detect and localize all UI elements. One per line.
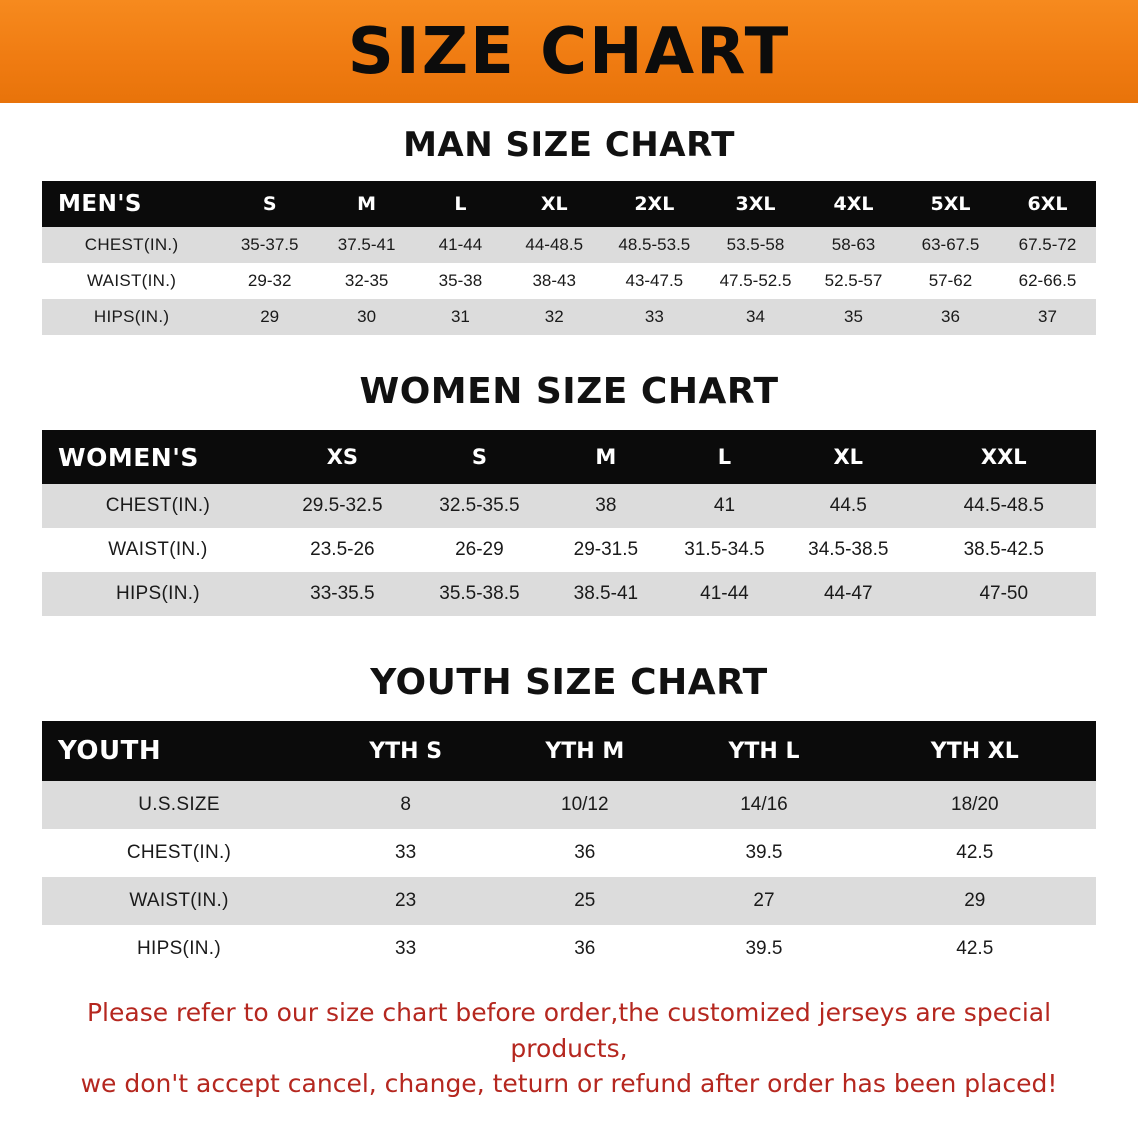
women-col-2: M xyxy=(548,430,664,484)
men-table-body xyxy=(42,227,1096,335)
youth-cell-3-0: 33 xyxy=(316,925,495,973)
men-row-label-2: HIPS(IN.) xyxy=(42,299,221,335)
table-row xyxy=(42,528,1096,572)
men-row-label-1: WAIST(IN.) xyxy=(42,263,221,299)
men-cell-0-6: 58-63 xyxy=(805,227,902,263)
note-line-1: Please refer to our size chart before order,the customized jerseys are special products, xyxy=(86,998,1052,1063)
youth-cell-2-3: 29 xyxy=(854,877,1096,925)
men-row-header: MEN'S xyxy=(42,181,221,227)
men-cell-0-0: 35-37.5 xyxy=(221,227,318,263)
men-cell-0-5: 53.5-58 xyxy=(706,227,805,263)
note-line-2: we don't accept cancel, change, teturn or refund after order has been placed! xyxy=(80,1069,1058,1098)
women-cell-2-5: 47-50 xyxy=(912,572,1096,616)
men-cell-2-4: 33 xyxy=(603,299,706,335)
youth-col-2: YTH L xyxy=(674,721,853,781)
size-chart-banner xyxy=(0,0,1138,103)
table-row xyxy=(42,877,1096,925)
women-cell-0-5: 44.5-48.5 xyxy=(912,484,1096,528)
women-col-1: S xyxy=(411,430,548,484)
table-header-row xyxy=(42,721,1096,781)
youth-cell-3-1: 36 xyxy=(495,925,674,973)
women-cell-2-3: 41-44 xyxy=(664,572,785,616)
men-cell-2-7: 36 xyxy=(902,299,999,335)
table-row xyxy=(42,484,1096,528)
men-cell-0-1: 37.5-41 xyxy=(318,227,415,263)
youth-cell-1-0: 33 xyxy=(316,829,495,877)
women-cell-1-0: 23.5-26 xyxy=(274,528,411,572)
women-row-header: WOMEN'S xyxy=(42,430,274,484)
youth-cell-0-2: 14/16 xyxy=(674,781,853,829)
women-cell-0-0: 29.5-32.5 xyxy=(274,484,411,528)
men-cell-2-8: 37 xyxy=(999,299,1096,335)
women-cell-2-4: 44-47 xyxy=(785,572,911,616)
youth-table-wrapper xyxy=(42,721,1096,973)
women-cell-2-1: 35.5-38.5 xyxy=(411,572,548,616)
men-col-1: M xyxy=(318,181,415,227)
youth-cell-3-3: 42.5 xyxy=(854,925,1096,973)
youth-cell-2-0: 23 xyxy=(316,877,495,925)
youth-table-head xyxy=(42,721,1096,781)
youth-row-label-2: WAIST(IN.) xyxy=(42,877,316,925)
men-cell-1-1: 32-35 xyxy=(318,263,415,299)
youth-cell-0-1: 10/12 xyxy=(495,781,674,829)
women-col-3: L xyxy=(664,430,785,484)
women-col-4: XL xyxy=(785,430,911,484)
men-cell-1-0: 29-32 xyxy=(221,263,318,299)
men-cell-0-3: 44-48.5 xyxy=(506,227,603,263)
youth-cell-0-0: 8 xyxy=(316,781,495,829)
youth-cell-0-3: 18/20 xyxy=(854,781,1096,829)
men-cell-2-6: 35 xyxy=(805,299,902,335)
men-col-7: 5XL xyxy=(902,181,999,227)
men-cell-0-2: 41-44 xyxy=(415,227,506,263)
order-policy-note xyxy=(36,995,1102,1102)
women-cell-1-1: 26-29 xyxy=(411,528,548,572)
youth-table-body xyxy=(42,781,1096,973)
women-section-heading: WOMEN SIZE CHART xyxy=(359,371,779,412)
women-cell-1-2: 29-31.5 xyxy=(548,528,664,572)
youth-cell-1-3: 42.5 xyxy=(854,829,1096,877)
women-cell-0-2: 38 xyxy=(548,484,664,528)
men-cell-0-7: 63-67.5 xyxy=(902,227,999,263)
women-cell-1-3: 31.5-34.5 xyxy=(664,528,785,572)
men-cell-1-8: 62-66.5 xyxy=(999,263,1096,299)
men-col-4: 2XL xyxy=(603,181,706,227)
women-cell-1-5: 38.5-42.5 xyxy=(912,528,1096,572)
youth-col-0: YTH S xyxy=(316,721,495,781)
men-cell-2-2: 31 xyxy=(415,299,506,335)
men-cell-0-8: 67.5-72 xyxy=(999,227,1096,263)
men-col-2: L xyxy=(415,181,506,227)
table-row xyxy=(42,299,1096,335)
table-row xyxy=(42,263,1096,299)
men-cell-1-6: 52.5-57 xyxy=(805,263,902,299)
youth-row-header: YOUTH xyxy=(42,721,316,781)
men-table-head xyxy=(42,181,1096,227)
youth-col-3: YTH XL xyxy=(854,721,1096,781)
table-row xyxy=(42,925,1096,973)
men-cell-2-0: 29 xyxy=(221,299,318,335)
youth-row-label-0: U.S.SIZE xyxy=(42,781,316,829)
table-header-row xyxy=(42,430,1096,484)
men-cell-1-2: 35-38 xyxy=(415,263,506,299)
youth-size-table xyxy=(42,721,1096,973)
women-cell-0-3: 41 xyxy=(664,484,785,528)
youth-col-1: YTH M xyxy=(495,721,674,781)
men-cell-2-5: 34 xyxy=(706,299,805,335)
man-section-heading: MAN SIZE CHART xyxy=(403,125,735,165)
table-row xyxy=(42,572,1096,616)
women-table-wrapper xyxy=(42,430,1096,616)
women-cell-2-2: 38.5-41 xyxy=(548,572,664,616)
women-cell-2-0: 33-35.5 xyxy=(274,572,411,616)
women-col-0: XS xyxy=(274,430,411,484)
men-col-0: S xyxy=(221,181,318,227)
women-row-label-2: HIPS(IN.) xyxy=(42,572,274,616)
women-cell-0-1: 32.5-35.5 xyxy=(411,484,548,528)
men-cell-2-3: 32 xyxy=(506,299,603,335)
table-row xyxy=(42,781,1096,829)
men-cell-1-5: 47.5-52.5 xyxy=(706,263,805,299)
youth-cell-3-2: 39.5 xyxy=(674,925,853,973)
table-row xyxy=(42,829,1096,877)
youth-cell-2-2: 27 xyxy=(674,877,853,925)
youth-cell-1-1: 36 xyxy=(495,829,674,877)
men-size-table xyxy=(42,181,1096,335)
banner-title: SIZE CHART xyxy=(347,14,791,89)
men-cell-1-4: 43-47.5 xyxy=(603,263,706,299)
men-col-6: 4XL xyxy=(805,181,902,227)
youth-row-label-3: HIPS(IN.) xyxy=(42,925,316,973)
women-row-label-0: CHEST(IN.) xyxy=(42,484,274,528)
men-col-8: 6XL xyxy=(999,181,1096,227)
women-cell-1-4: 34.5-38.5 xyxy=(785,528,911,572)
table-header-row xyxy=(42,181,1096,227)
women-table-head xyxy=(42,430,1096,484)
men-cell-1-3: 38-43 xyxy=(506,263,603,299)
women-row-label-1: WAIST(IN.) xyxy=(42,528,274,572)
youth-section-heading: YOUTH SIZE CHART xyxy=(370,662,768,703)
men-cell-1-7: 57-62 xyxy=(902,263,999,299)
table-row xyxy=(42,227,1096,263)
women-table-body xyxy=(42,484,1096,616)
women-col-5: XXL xyxy=(912,430,1096,484)
man-table-wrapper xyxy=(42,181,1096,335)
women-size-table xyxy=(42,430,1096,616)
youth-cell-2-1: 25 xyxy=(495,877,674,925)
men-cell-0-4: 48.5-53.5 xyxy=(603,227,706,263)
youth-cell-1-2: 39.5 xyxy=(674,829,853,877)
men-col-5: 3XL xyxy=(706,181,805,227)
women-cell-0-4: 44.5 xyxy=(785,484,911,528)
youth-row-label-1: CHEST(IN.) xyxy=(42,829,316,877)
men-cell-2-1: 30 xyxy=(318,299,415,335)
men-col-3: XL xyxy=(506,181,603,227)
men-row-label-0: CHEST(IN.) xyxy=(42,227,221,263)
